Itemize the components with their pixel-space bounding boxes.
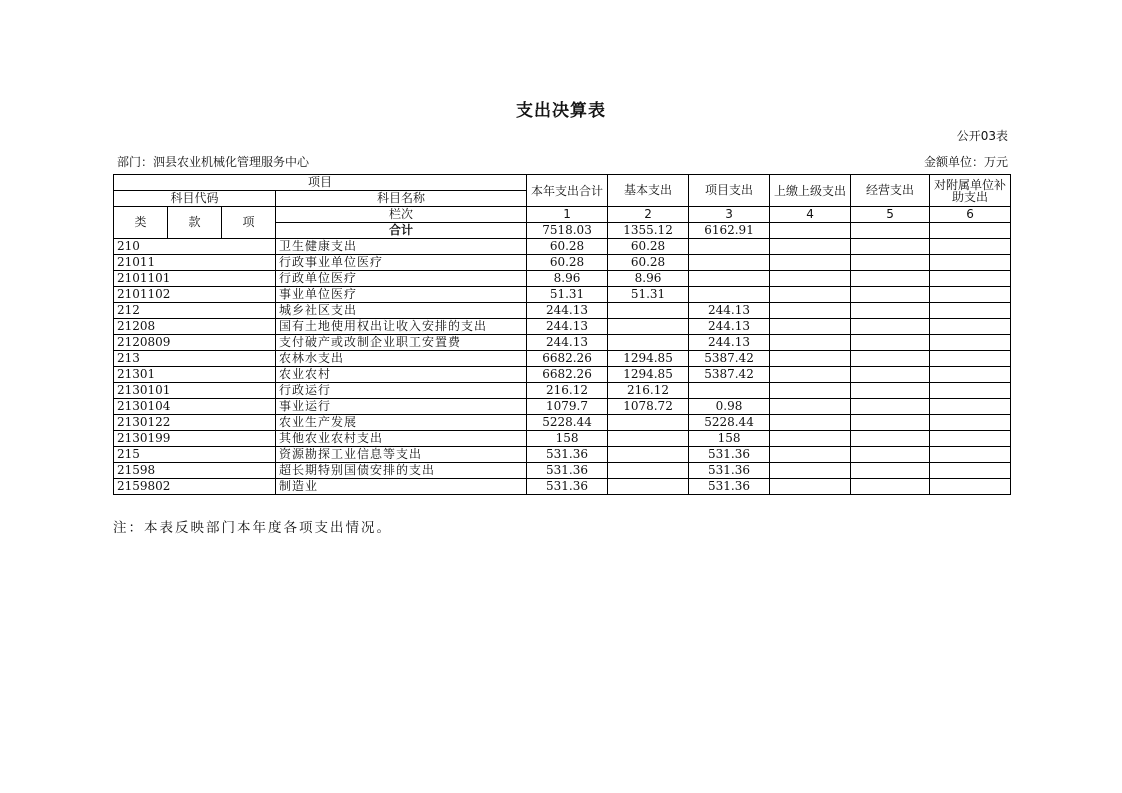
cell-name: 城乡社区支出	[276, 303, 527, 319]
cell-subsidy	[930, 255, 1011, 271]
cell-code: 21301	[114, 367, 276, 383]
cell-business	[851, 415, 930, 431]
cell-basic: 8.96	[608, 271, 689, 287]
cell-upper	[770, 287, 851, 303]
cell-subsidy	[930, 287, 1011, 303]
cell-project: 244.13	[689, 319, 770, 335]
col-number-3: 3	[689, 207, 770, 223]
cell-total: 5228.44	[527, 415, 608, 431]
cell-name: 支付破产或改制企业职工安置费	[276, 335, 527, 351]
cell-name: 农业农村	[276, 367, 527, 383]
table-row	[114, 239, 1011, 255]
cell-basic: 1078.72	[608, 399, 689, 415]
cell-name: 卫生健康支出	[276, 239, 527, 255]
cell-name: 其他农业农村支出	[276, 431, 527, 447]
header-heji: 合计	[276, 223, 527, 239]
cell-code: 2130101	[114, 383, 276, 399]
cell-code: 21208	[114, 319, 276, 335]
cell-basic	[608, 335, 689, 351]
total-project: 6162.91	[689, 223, 770, 239]
cell-business	[851, 351, 930, 367]
cell-basic: 60.28	[608, 239, 689, 255]
cell-name: 农林水支出	[276, 351, 527, 367]
cell-upper	[770, 303, 851, 319]
cell-subsidy	[930, 335, 1011, 351]
cell-basic	[608, 303, 689, 319]
cell-total: 60.28	[527, 239, 608, 255]
cell-total: 244.13	[527, 319, 608, 335]
cell-project	[689, 287, 770, 303]
table-row	[114, 335, 1011, 351]
header-row-1	[114, 175, 1011, 191]
cell-code: 2130122	[114, 415, 276, 431]
cell-project: 531.36	[689, 447, 770, 463]
cell-code: 21011	[114, 255, 276, 271]
table-row	[114, 303, 1011, 319]
cell-project: 531.36	[689, 479, 770, 495]
cell-upper	[770, 399, 851, 415]
cell-business	[851, 319, 930, 335]
cell-project: 244.13	[689, 303, 770, 319]
table-row	[114, 271, 1011, 287]
cell-basic: 1294.85	[608, 351, 689, 367]
table-row	[114, 367, 1011, 383]
table-row	[114, 351, 1011, 367]
cell-name: 事业运行	[276, 399, 527, 415]
total-upper	[770, 223, 851, 239]
table-row	[114, 383, 1011, 399]
cell-business	[851, 287, 930, 303]
cell-code: 2120809	[114, 335, 276, 351]
cell-upper	[770, 367, 851, 383]
cell-project: 0.98	[689, 399, 770, 415]
cell-upper	[770, 463, 851, 479]
cell-basic: 216.12	[608, 383, 689, 399]
cell-total: 216.12	[527, 383, 608, 399]
cell-business	[851, 255, 930, 271]
cell-total: 8.96	[527, 271, 608, 287]
col-number-5: 5	[851, 207, 930, 223]
cell-subsidy	[930, 303, 1011, 319]
cell-upper	[770, 255, 851, 271]
cell-upper	[770, 335, 851, 351]
header-col-total: 本年支出合计	[527, 175, 608, 207]
cell-subsidy	[930, 399, 1011, 415]
cell-code: 210	[114, 239, 276, 255]
cell-subsidy	[930, 479, 1011, 495]
cell-subsidy	[930, 271, 1011, 287]
cell-total: 158	[527, 431, 608, 447]
cell-upper	[770, 383, 851, 399]
col-number-6: 6	[930, 207, 1011, 223]
table-row	[114, 415, 1011, 431]
table-row	[114, 463, 1011, 479]
cell-total: 1079.7	[527, 399, 608, 415]
cell-total: 531.36	[527, 463, 608, 479]
cell-upper	[770, 351, 851, 367]
cell-total: 244.13	[527, 335, 608, 351]
amount-unit-label: 金额单位：万元	[923, 155, 1008, 169]
cell-code: 2101101	[114, 271, 276, 287]
form-number: 公开03表	[956, 129, 1008, 143]
header-col-business: 经营支出	[851, 175, 930, 207]
cell-subsidy	[930, 463, 1011, 479]
cell-total: 531.36	[527, 447, 608, 463]
cell-project: 5228.44	[689, 415, 770, 431]
header-xiang: 项	[222, 207, 276, 239]
cell-basic	[608, 431, 689, 447]
cell-name: 超长期特别国债安排的支出	[276, 463, 527, 479]
cell-name: 行政运行	[276, 383, 527, 399]
cell-name: 农业生产发展	[276, 415, 527, 431]
cell-name: 行政事业单位医疗	[276, 255, 527, 271]
cell-business	[851, 303, 930, 319]
cell-total: 244.13	[527, 303, 608, 319]
cell-total: 531.36	[527, 479, 608, 495]
cell-subsidy	[930, 367, 1011, 383]
col-number-2: 2	[608, 207, 689, 223]
cell-business	[851, 479, 930, 495]
cell-basic: 1294.85	[608, 367, 689, 383]
cell-code: 21598	[114, 463, 276, 479]
header-subject-code: 科目代码	[114, 191, 276, 207]
col-number-1: 1	[527, 207, 608, 223]
header-col-upper: 上缴上级支出	[770, 175, 851, 207]
cell-subsidy	[930, 431, 1011, 447]
cell-basic	[608, 447, 689, 463]
cell-basic: 51.31	[608, 287, 689, 303]
cell-business	[851, 431, 930, 447]
cell-name: 事业单位医疗	[276, 287, 527, 303]
cell-project	[689, 271, 770, 287]
cell-business	[851, 463, 930, 479]
cell-subsidy	[930, 383, 1011, 399]
footnote: 注：本表反映部门本年度各项支出情况。	[113, 520, 392, 536]
cell-subsidy	[930, 415, 1011, 431]
cell-project	[689, 255, 770, 271]
cell-name: 制造业	[276, 479, 527, 495]
header-col-project: 项目支出	[689, 175, 770, 207]
cell-subsidy	[930, 319, 1011, 335]
total-basic: 1355.12	[608, 223, 689, 239]
cell-code: 2130199	[114, 431, 276, 447]
cell-project: 5387.42	[689, 351, 770, 367]
cell-business	[851, 447, 930, 463]
cell-code: 2130104	[114, 399, 276, 415]
cell-total: 6682.26	[527, 367, 608, 383]
cell-name: 国有土地使用权出让收入安排的支出	[276, 319, 527, 335]
cell-basic	[608, 415, 689, 431]
cell-upper	[770, 447, 851, 463]
cell-subsidy	[930, 239, 1011, 255]
cell-project: 5387.42	[689, 367, 770, 383]
cell-upper	[770, 239, 851, 255]
cell-project	[689, 239, 770, 255]
header-lanci: 栏次	[276, 207, 527, 223]
total-business	[851, 223, 930, 239]
cell-upper	[770, 479, 851, 495]
table-row	[114, 287, 1011, 303]
header-kuan: 款	[168, 207, 222, 239]
cell-project	[689, 383, 770, 399]
header-row-3	[114, 207, 1011, 223]
cell-business	[851, 383, 930, 399]
header-subject-name: 科目名称	[276, 191, 527, 207]
cell-code: 2101102	[114, 287, 276, 303]
cell-upper	[770, 319, 851, 335]
cell-business	[851, 399, 930, 415]
cell-code: 212	[114, 303, 276, 319]
cell-project: 158	[689, 431, 770, 447]
cell-basic: 60.28	[608, 255, 689, 271]
cell-total: 6682.26	[527, 351, 608, 367]
cell-name: 行政单位医疗	[276, 271, 527, 287]
col-number-4: 4	[770, 207, 851, 223]
cell-subsidy	[930, 351, 1011, 367]
table-row	[114, 447, 1011, 463]
cell-basic	[608, 463, 689, 479]
table-row	[114, 479, 1011, 495]
table-row	[114, 255, 1011, 271]
header-item: 项目	[114, 175, 527, 191]
cell-business	[851, 335, 930, 351]
table-row	[114, 399, 1011, 415]
header-col-subsidy: 对附属单位补助支出	[930, 175, 1011, 207]
cell-business	[851, 271, 930, 287]
page-title: 支出决算表	[516, 101, 606, 121]
cell-business	[851, 239, 930, 255]
cell-code: 215	[114, 447, 276, 463]
cell-basic	[608, 319, 689, 335]
cell-upper	[770, 271, 851, 287]
cell-upper	[770, 415, 851, 431]
header-col-basic: 基本支出	[608, 175, 689, 207]
cell-basic	[608, 479, 689, 495]
total-total: 7518.03	[527, 223, 608, 239]
department-label: 部门：泗县农业机械化管理服务中心	[117, 155, 310, 169]
expenditure-table	[113, 174, 1011, 495]
cell-code: 2159802	[114, 479, 276, 495]
cell-total: 60.28	[527, 255, 608, 271]
table-row	[114, 431, 1011, 447]
header-lei: 类	[114, 207, 168, 239]
cell-total: 51.31	[527, 287, 608, 303]
cell-project: 244.13	[689, 335, 770, 351]
cell-code: 213	[114, 351, 276, 367]
table-row	[114, 319, 1011, 335]
cell-project: 531.36	[689, 463, 770, 479]
cell-business	[851, 367, 930, 383]
total-subsidy	[930, 223, 1011, 239]
cell-subsidy	[930, 447, 1011, 463]
cell-upper	[770, 431, 851, 447]
cell-name: 资源勘探工业信息等支出	[276, 447, 527, 463]
